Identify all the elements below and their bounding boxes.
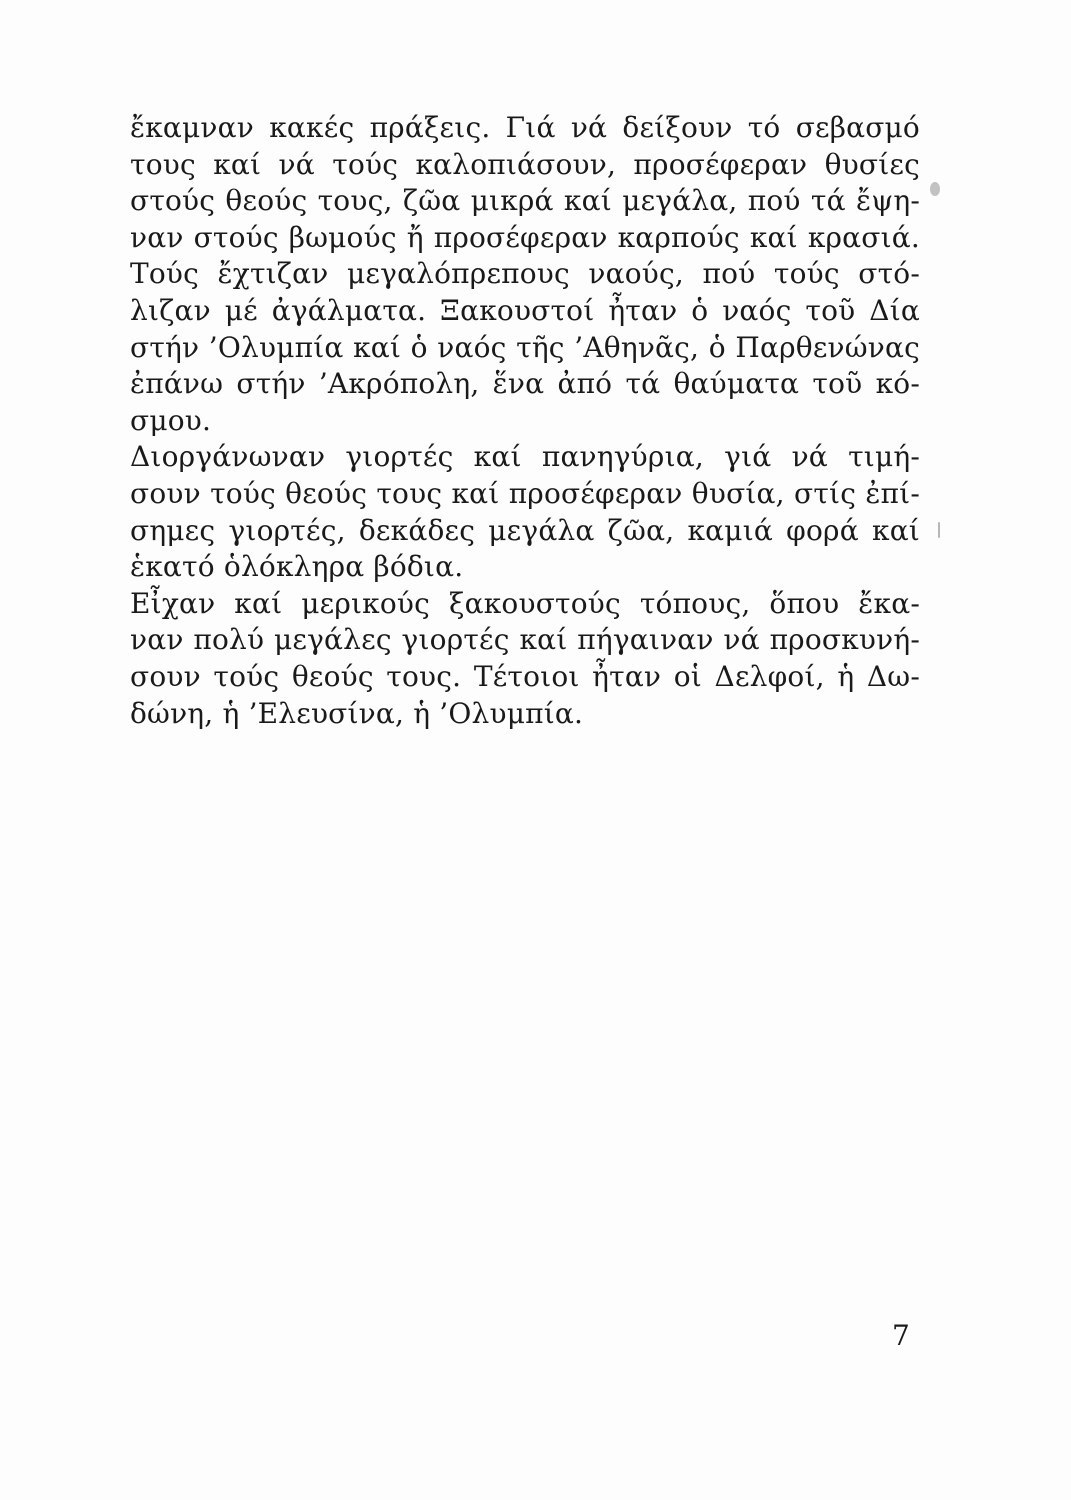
text-line-13: ἑκατό ὁλόκληρα βόδια. [130, 550, 464, 584]
text-line-3: στούς θεούς τους, ζῶα μικρά καί μεγάλα, πού τά ἔψη- [130, 184, 920, 218]
text-line-12: σημες γιορτές, δεκάδες μεγάλα ζῶα, καμιά φορά καί [130, 513, 920, 547]
text-line-1: ἔκαμναν κακές πράξεις. Γιά νά δείξουν τό σεβασμό [130, 111, 920, 144]
text-line-8: ἐπάνω στήν ’Ακρόπολη, ἕνα ἀπό τά θαύματα τοῦ κό- [130, 367, 920, 401]
text-line-17: δώνη, ἡ ’Ελευσίνα, ἡ ’Ολυμπία. [130, 696, 584, 730]
text-line-4: ναν στούς βωμούς ἤ προσέφεραν καρπούς καί κρασιά. [130, 220, 920, 254]
text-line-9: σμου. [130, 403, 212, 437]
text-line-6: λιζαν μέ ἀγάλματα. Ξακουστοί ἦταν ὁ ναός τοῦ Δία [130, 293, 920, 327]
print-speck [930, 182, 940, 196]
text-line-7: στήν ’Ολυμπία καί ὁ ναός τῆς ’Αθηνᾶς, ὁ Παρθενώνας [130, 330, 920, 364]
body-text [130, 110, 920, 732]
page-number: 7 [892, 1319, 910, 1352]
text-line-11: σουν τούς θεούς τους καί προσέφεραν θυσία, στίς ἐπί- [130, 476, 920, 510]
text-line-14: Εἶχαν καί μερικούς ξακουστούς τόπους, ὅπου ἔκα- [130, 586, 920, 620]
text-line-10: Διοργάνωναν γιορτές καί πανηγύρια, γιά νά τιμή- [130, 440, 920, 474]
print-speck [938, 522, 940, 538]
text-line-15: ναν πολύ μεγάλες γιορτές καί πήγαιναν νά προσκυνή- [130, 623, 920, 657]
text-line-16: σουν τούς θεούς τους. Τέτοιοι ἦταν οἱ Δελφοί, ἡ Δω- [130, 659, 920, 693]
text-line-5: Τούς ἔχτιζαν μεγαλόπρεπους ναούς, πού τούς στό- [130, 257, 920, 291]
text-line-2: τους καί νά τούς καλοπιάσουν, προσέφεραν θυσίες [130, 147, 920, 181]
